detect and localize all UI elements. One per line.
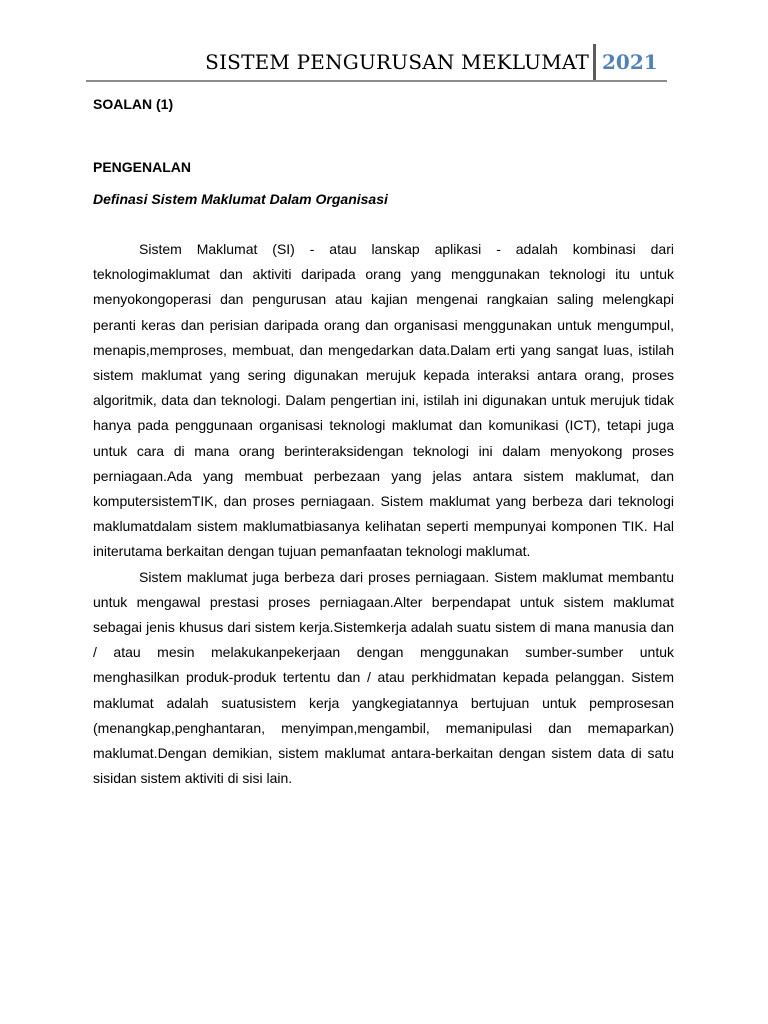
page-header	[86, 40, 667, 82]
paragraph: Sistem maklumat juga berbeza dari proses perniagaan. Sistem maklumat membantu untuk mengawal prestasi proses perniagaan.Alter berpendapat untuk sistem maklumat sebagai jenis khusus dari sistem kerja.Sistemkerja adalah suatu sistem di mana manusia dan / atau mesin melakukanpekerjaan dengan menggunakan sumber-sumber untuk menghasilkan produk-produk tertentu dan / atau perkhidmatan kepada pelanggan. Sistem maklumat adalah suatusistem kerja yangkegiatannya bertujuan untuk pemprosesan (menangkap,penghantaran, menyimpan,mengambil, memanipulasi dan memaparkan) maklumat.Dengan demikian, sistem maklumat antara-berkaitan dengan sistem data di satu sisidan sistem aktiviti di sisi lain.	[93, 568, 674, 787]
section-heading: PENGENALAN	[93, 159, 192, 175]
body-text	[93, 237, 674, 791]
question-label: SOALAN (1)	[93, 96, 174, 112]
header-separator	[593, 44, 596, 80]
header-year: 2021	[602, 50, 658, 74]
paragraph: Sistem Maklumat (SI) - atau lanskap aplikasi - adalah kombinasi dari teknologimaklumat dan aktiviti daripada orang yang menggunakan teknologi itu untuk menyokongoperasi dan pengurusan atau kajian mengenai rangkaian saling melengkapi peranti keras dan perisian daripada orang dan organisasi menggunakan untuk mengumpul, menapis,memproses, membuat, dan mengedarkan data.Dalam erti yang sangat luas, istilah sistem maklumat yang sering digunakan merujuk kepada interaksi antara orang, proses algoritmik, data dan teknologi. Dalam pengertian ini, istilah ini digunakan untuk merujuk tidak hanya pada penggunaan organisasi teknologi maklumat dan komunikasi (ICT), tetapi juga untuk cara di mana orang berinteraksidengan teknologi ini dalam menyokong proses perniagaan.Ada yang membuat perbezaan yang jelas antara sistem maklumat, dan komputersistemTIK, dan proses perniagaan. Sistem maklumat yang berbeza dari teknologi maklumatdalam sistem maklumatbiasanya kelihatan seperti mempunyai komponen TIK. Hal initerutama berkaitan dengan tujuan pemanfaatan teknologi maklumat.	[93, 241, 674, 560]
subheading: Definasi Sistem Maklumat Dalam Organisasi	[93, 191, 388, 207]
header-title: SISTEM PENGURUSAN MEKLUMAT	[205, 50, 589, 74]
